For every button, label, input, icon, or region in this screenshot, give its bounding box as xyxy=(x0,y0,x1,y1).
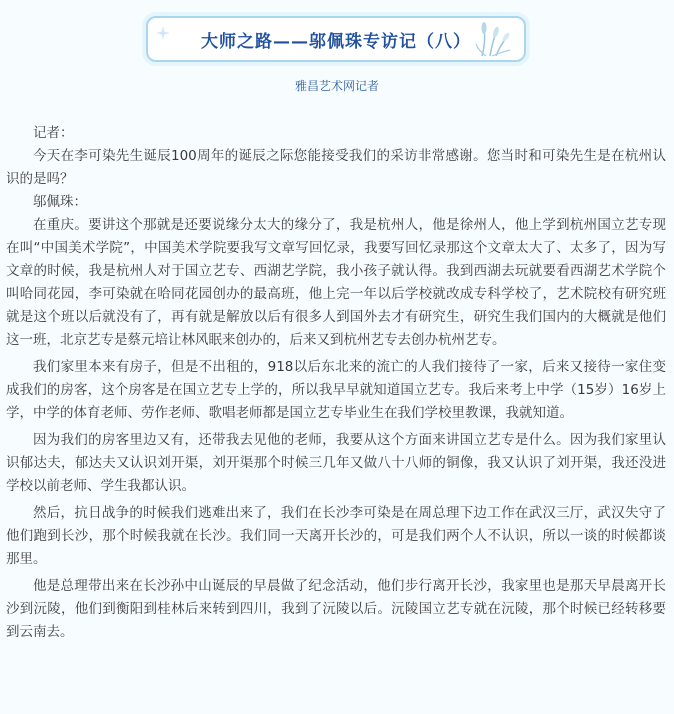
paragraph: 在重庆。要讲这个那就是还要说缘分太大的缘分了，我是杭州人，他是徐州人，他上学到杭州国立艺专现在叫“中国美术学院”，中国美术学院要我写文章写回忆录，我要写回忆录那这个文章太大了、太多了，因为写文章的时候，我是杭州人对于国立艺专、西湖艺学院，我小孩子就认得。我到西湖去玩就要看西湖艺术学院个叫哈同花园，李可染就在哈同花园创办的最高班，他上完一年以后学校就改成专科学校了，艺术院校有研究班就是这个班以后就没有了，再有就是解放以后有很多人到国外去才有研究生，研究生我们国内的大概就是他们这一班，北京艺专是蔡元培让林风眠来创办的，后来又到杭州艺专去创办杭州艺专。 xyxy=(6,217,666,348)
reed-plant-icon xyxy=(472,22,514,58)
sparkle-icon xyxy=(156,26,170,40)
byline: 雅昌艺术网记者 xyxy=(294,79,379,93)
title-banner xyxy=(146,16,526,62)
speaker-label-interviewee: 邬佩珠： xyxy=(33,194,87,210)
paragraph: 然后，抗日战争的时候我们逃难出来了，我们在长沙李可染是在周总理下边工作在武汉三厅，武汉失守了他们跑到长沙，那个时候我就在长沙。我们同一天离开长沙的，可是我们两个人不认识，所以一谈的时候都谈那里。 xyxy=(6,505,666,567)
paragraph: 今天在李可染先生诞辰100周年的诞辰之际您能接受我们的采访非常感谢。您当时和可染先生是在杭州认识的是吗？ xyxy=(6,148,666,187)
paragraph: 他是总理带出来在长沙孙中山诞辰的早晨做了纪念活动，他们步行离开长沙，我家里也是那天早晨离开长沙到沅陵，他们到衡阳到桂林后来转到四川，我到了沅陵以后。沅陵国立艺专就在沅陵，那个时候已经转移要到云南去。 xyxy=(6,578,666,640)
paragraph: 因为我们的房客里边又有，还带我去见他的老师，我要从这个方面来讲国立艺专是什么。因为我们家里认识郁达夫，郁达夫又认识刘开渠，刘开渠那个时候三几年又做八十八师的铜像，我又认识了刘开渠，我还没进学校以前老师、学生我都认识。 xyxy=(6,432,666,494)
paragraph: 我们家里本来有房子，但是不出租的，918以后东北来的流亡的人我们接待了一家，后来又接待一家住变成我们的房客，这个房客是在国立艺专上学的，所以我早早就知道国立艺专。我后来考上中学（15岁）16岁上学，中学的体育老师、劳作老师、歌唱老师都是国立艺专毕业生在我们学校里教课，我就知道。 xyxy=(6,359,666,421)
article-body xyxy=(6,122,666,644)
article-title: 大师之路——邬佩珠专访记（八） xyxy=(201,31,471,52)
speaker-label-reporter: 记者： xyxy=(33,125,74,141)
